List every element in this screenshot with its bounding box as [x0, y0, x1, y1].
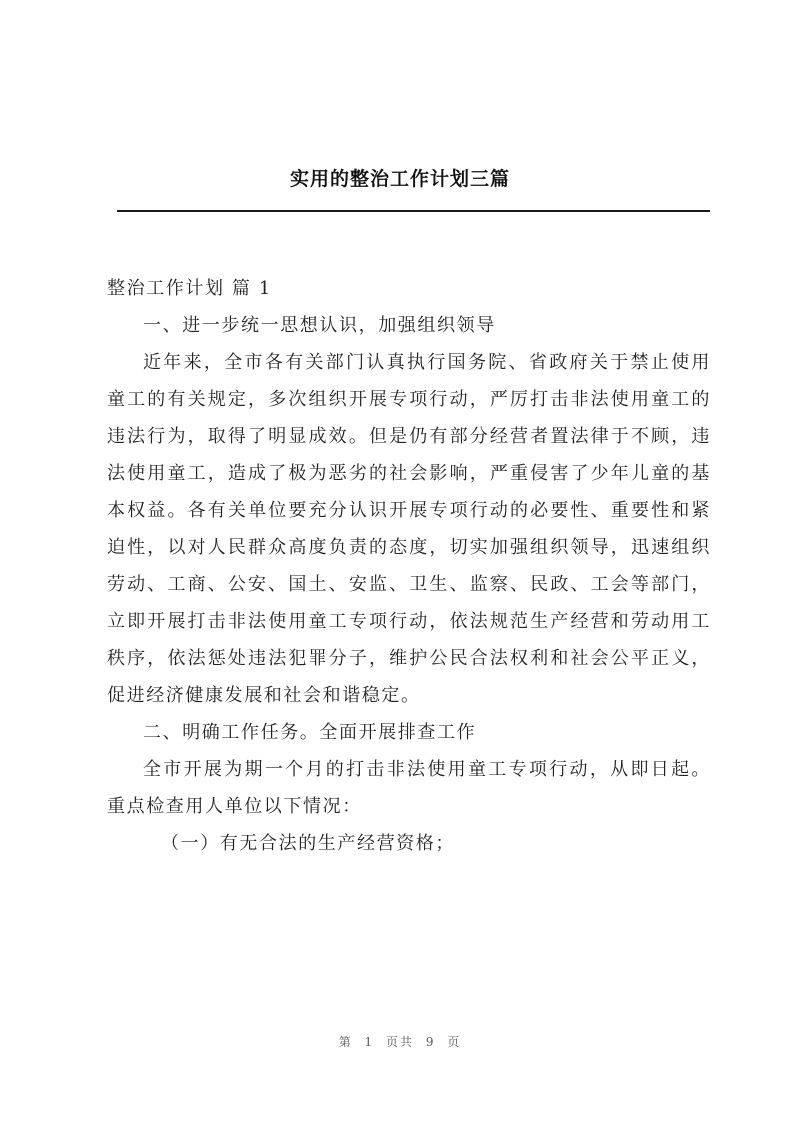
document-body: [107, 270, 711, 862]
heading-two: 二、明确工作任务。全面开展排查工作: [143, 722, 477, 743]
heading-one: 一、进一步统一思想认识，加强组织领导: [143, 315, 496, 336]
section-label: 整治工作计划 篇 1: [107, 278, 272, 299]
document-title: 实用的整治工作计划三篇: [289, 168, 510, 190]
paragraph-one: 近年来，全市各有关部门认真执行国务院、省政府关于禁止使用童工的有关规定，多次组织开展专项行动，严厉打击非法使用童工的违法行为，取得了明显成效。但是仍有部分经营者置法律于不顾，违法使用童工，造成了极为恶劣的社会影响，严重侵害了少年儿童的基本权益。各有关单位要充分认识开展专项行动的必要性、重要性和紧迫性，以对人民群众高度负责的态度，切实加强组织领导，迅速组织劳动、工商、公安、国土、安监、卫生、监察、民政、工会等部门，立即开展打击非法使用童工专项行动，依法规范生产经营和劳动用工秩序，依法惩处违法犯罪分子，维护公民合法权利和社会公平正义，促进经济健康发展和社会和谐稳定。: [107, 352, 711, 706]
list-item-one: （一）有无合法的生产经营资格；: [161, 833, 455, 854]
page-number-footer: 第 1 页共 9 页: [338, 1035, 462, 1049]
title-divider: [117, 210, 710, 212]
paragraph-two: 全市开展为期一个月的打击非法使用童工专项行动，从即日起。重点检查用人单位以下情况：: [107, 759, 711, 817]
